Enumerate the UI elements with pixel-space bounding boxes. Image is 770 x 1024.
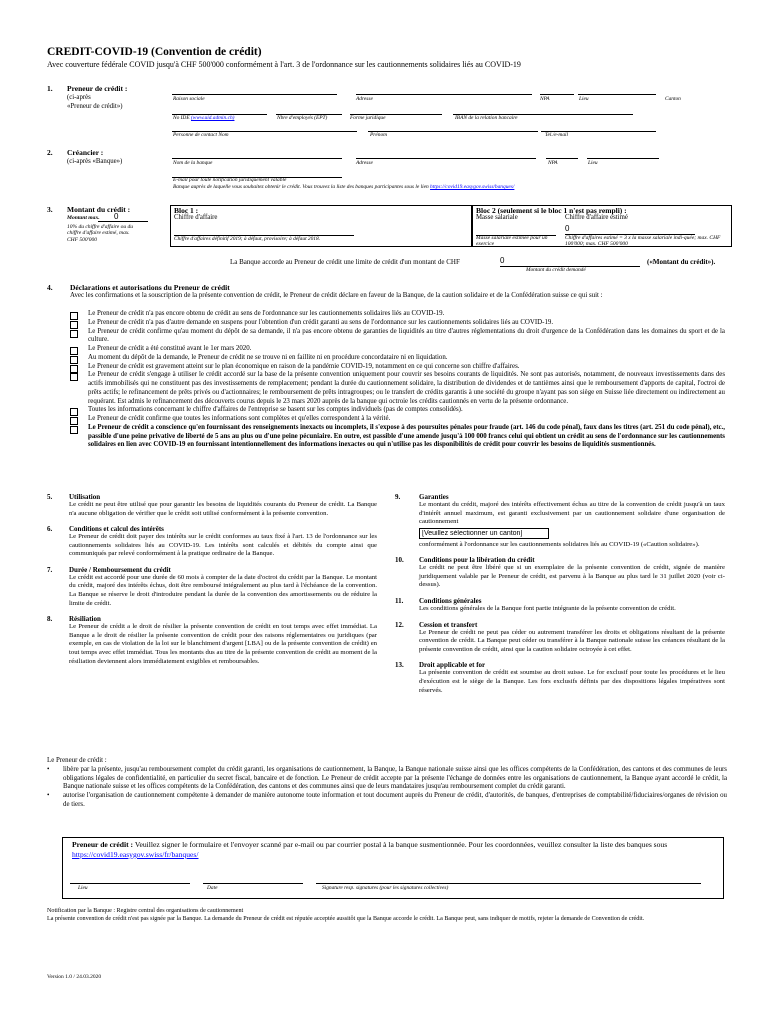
section-4-intro: Avec les confirmations et la souscription de la présente convention de crédit, le Preneur de crédit déclare en faveur de la Banque, de la caution solidaire et de la Confédération suisse ce qui suit : [70,292,603,299]
npa-label: NPA [540,96,550,102]
section-text: La présente convention de crédit est soumise au droit suisse. Le for exclusif pour toute les procédures et le lieu d'exécution est le siège de la Banque. Les fors exclusifs définis par des dispositions légales impératives sont réservés. [419,669,725,694]
section-number: 13. [395,661,404,670]
signature-date-label: Date [207,885,218,891]
final-bullet-text: autorise l'organisation de cautionnement compétente à demander de manière autonome toute information et tout document auprès du Preneur de crédit, d'autorités, de banques, d'entreprises de comptabilité/fiduciaires/organes de révision ou de tiers. [63,792,727,808]
declaration-item [70,345,725,354]
footer-line-2: La présente convention de crédit n'est pas signée par la Banque. La demande du Preneur de crédit est réputée acceptée aussitôt que la Banque accorde le crédit. La Banque peut, sans indiquer de motifs, rejeter la demande de Convention de crédit. [47,915,645,922]
bank-name-input[interactable] [172,148,342,159]
section-text: Le Preneur de crédit a le droit de résilier la présente convention de crédit en tout temps avec effet immédiat. La Banque a le droit de résilier la présente convention de crédit pour des raisons réglementaires ou juridiques (par exemple, en cas de violation de la loi sur le blanchiment d'argent [LBA] ou de la présente convention de crédit) en tout temps avec effet immédiat. Tous les montants dus au titre de la présente convention de crédit au moment de la résiliation deviennent alors immédiatement exigibles et remboursables. [69,623,377,665]
credit-limit-value[interactable]: 0 [500,256,640,267]
document-subtitle: Avec couverture fédérale COVID jusqu'à CHF 500'000 conformément à l'art. 3 de l'ordonnance sur les cautionnements solidaires liés au COVID-19 [47,60,521,69]
bank-list-link[interactable]: https://covid19.easygov.swiss/banques/ [430,184,515,190]
bank-list-note [173,184,514,190]
final-bullet [47,766,727,792]
declaration-item [70,319,725,328]
section-title: Résiliation [69,615,101,624]
iban-input[interactable] [453,104,633,115]
bloc-2-note-2: Chiffre d'affaires estimé = 3 x la masse salariale indi-quée; max. CHF 100'000; max. CHF 500'000 [565,235,721,248]
section-text: Les conditions générales de la Banque font partie intégrante de la présente convention de crédit. [419,605,676,613]
declarations-list [70,310,725,450]
section-number: 12. [395,620,404,629]
signature-lieu-input[interactable] [70,873,190,884]
declaration-item [70,310,725,319]
bank-lieu-label: Lieu [588,160,598,166]
bullet-dot: • [47,792,50,800]
declaration-checkbox[interactable] [70,330,78,338]
contact-prenom-input[interactable] [368,121,538,132]
declaration-checkbox[interactable] [70,373,78,381]
declaration-text: Le Preneur de crédit s'engage à utiliser le crédit accordé sur la base de la présente convention uniquement pour couvrir ses besoins courants de liquidités. Ne sont pas autorisés, notamment, de nouveaux investissements dans des actifs immobilisés qui ne constituent pas des investissements de remplacement; pendant la durée du cautionnement solidaire, la distribution de dividendes et de tantièmes ainsi que le remboursement d'apports de capital, l'octroi de prêts actifs; le refinancement de prêts privés ou d'actionnaires; le remboursement de prêts intragroupes; ou le transfert de crédits garantis à une société du groupe n'ayant pas son siège en Suisse liée directement ou indirectement au requérant. Est admis le refinancement des découverts courus depuis le 23 mars 2020 auprès de la banque qui octroie les crédits cautionnés en vertu de la présente ordonnance. [88,371,725,405]
section-2-title: Créancier : [67,148,104,157]
adresse-input[interactable] [356,84,532,95]
section-number: 5. [47,493,53,501]
npa-input[interactable] [540,84,574,95]
bloc-2-col-ca: Chiffre d'affaire estimé [565,214,628,221]
section-title: Cession et transfert [419,620,478,629]
section-text: Le crédit ne peut être libéré que si un exemplaire de la présente convention de crédit, signée de manière juridiquement valable par le Preneur de crédit, est parvenu à la Banque au plus tard le 31 juillet 2020 (voir ci-dessus). [419,564,725,589]
section-text: Le montant du crédit, majoré des intérêts effectivement échus au titre de la convention de crédit jusqu'à un taux d'intérêt annuel maximum, est garanti exclusivement par un cautionnement solidaire d'une organisation de cautionnement [419,501,725,526]
signature-label: Preneur de crédit : [72,840,134,849]
bloc-2-col-masse: Masse salariale [476,214,518,221]
section-text: Le Preneur de crédit ne peut pas céder ou autrement transférer les droits et obligations résultant de la présente convention de crédit. La Banque peut céder ou transférer à la Banque nationale suisse les créances résultant de la présente convention de crédit, ainsi que la caution solidaire octroyée à cet effet. [419,628,725,653]
section-4-title: Déclarations et autorisations du Preneur de crédit [70,283,230,292]
footer-notes [47,908,717,924]
declaration-text: Le Preneur de crédit confirme qu'au moment du dépôt de sa demande, il n'a pas encore obtenu de garanties de liquidités au titre d'autres réglementations du droit d'urgence de la Confédération dans les domaines du sport et de la culture. [88,327,725,344]
section-10 [395,556,725,590]
declaration-item [70,371,725,406]
bloc-2-title: Bloc 2 (seulement si le bloc 1 n'est pas rempli) : [476,206,627,215]
section-1-number: 1. [47,84,53,93]
raison-sociale-input[interactable] [172,84,337,95]
section-3-number: 3. [47,205,53,214]
right-column [395,493,725,695]
bloc-2-note-1: Masse salariale estimée pour un exercice [476,235,548,248]
left-column [47,493,377,666]
section-number: 9. [395,493,401,501]
section-5 [47,493,377,518]
signature-lieu-label: Lieu [78,885,88,891]
section-text: Le crédit est accordé pour une durée de 60 mois à compter de la date d'octroi du crédit par la Banque. Le montant du crédit, majoré des intérêts échus, doit être remboursé intégralement au plus tard à l'échéance de la convention. La Banque se réserve le droit d'introduire pendant la durée de la convention des amortissements ou de réduire la limite de crédit. [69,573,377,607]
section-number: 7. [47,565,53,574]
declaration-text: Au moment du dépôt de la demande, le Preneur de crédit ne se trouve ni en faillite ni en procédure concordataire ni en liquidation. [88,353,448,361]
adresse-label: Adresse [356,96,373,102]
signature-instructions-text: Veuillez signer le formulaire et l'envoyer scanné par e-mail ou par courrier postal à la banque susmentionnée. Pour les coordonnées, veuillez consulter la liste des banques sous [133,840,668,849]
section-6 [47,525,377,559]
bank-address-label: Adresse [356,160,373,166]
final-section [47,757,727,810]
bank-npa-label: NPA [548,160,558,166]
bloc-1-subtitle: Chiffre d'affaire [174,214,218,221]
section-1-title: Preneur de crédit : [67,84,128,93]
section-number: 11. [395,597,404,606]
document-title: CREDIT-COVID-19 (Convention de crédit) [47,46,262,58]
chiffre-affaire-input[interactable] [174,225,354,236]
section-title: Droit applicable et for [419,661,486,670]
declaration-text: Le Preneur de crédit est gravement atteint sur le plan économique en raison de la pandémie COVID-19, notamment en ce qui concerne son chiffre d'affaires. [88,362,520,370]
section-4-number: 4. [47,283,53,292]
section-13 [395,661,725,695]
ide-input[interactable] [172,104,267,115]
section-text: Le crédit ne peut être utilisé que pour garantir les besoins de liquidités courants du Preneur de crédit. La Banque n'a aucune obligation de vérifier que le crédit soit utilisé conformément à la présente convention. [69,501,377,517]
ide-label-text: No IDE [173,115,190,121]
declaration-item [70,363,725,372]
signature-instructions [72,840,712,860]
section-number: 6. [47,525,53,534]
declaration-item [70,424,725,450]
declaration-text: Le Preneur de crédit n'a pas d'autre demande en suspens pour l'obtention d'un crédit garanti au sens de l'ordonnance sur les cautionnements solidaires liés au COVID-19. [88,318,554,326]
section-9 [395,493,725,549]
bloc-1-title: Bloc 1 : [174,206,199,215]
canton-label: Canton [665,96,681,102]
employes-label: Nbre d'employés (EPT) [277,115,328,121]
raison-sociale-label: Raison sociale [173,96,205,102]
lieu-label: Lieu [579,96,589,102]
declaration-item [70,354,725,363]
bank-list-note-text: Banque auprès de laquelle vous souhaitez obtenir le crédit. Vous trouvez la liste des banques participantes sous le lien [173,184,431,190]
section-3-title: Montant du crédit : [67,205,131,214]
credit-limit-after: («Montant du crédit»). [647,258,716,266]
credit-limit-text: La Banque accorde au Preneur de crédit une limite de crédit d'un montant de CHF [230,258,460,266]
forme-juridique-label: Forme juridique [350,115,386,121]
section-2-number: 2. [47,148,53,157]
declaration-text: Le Preneur de crédit confirme que toutes les informations sont complètes et qu'elles correspondent à la vérité. [88,415,391,423]
bank-name-label: Nom de la banque [173,160,213,166]
bank-lieu-input[interactable] [587,148,659,159]
signature-date-input[interactable] [203,873,303,884]
ca-estime-value[interactable]: 0 [565,224,695,235]
section-title: Durée / Remboursement du crédit [69,565,171,574]
signature-label-text: Signature resp. signatures (pour les signatures collectives) [322,885,449,891]
final-bullet [47,792,727,810]
montant-max-label: Montant max. [67,215,100,221]
signature-input[interactable] [316,873,701,884]
final-intro: Le Preneur de crédit : [47,757,107,764]
declaration-item [70,328,725,346]
section-12 [395,621,725,655]
declaration-item [70,406,725,415]
bank-address-input[interactable] [356,148,536,159]
montant-max-note: 10% du chiffre d'affaire ou du chiffre d'affaire estimé, max. CHF 500'000 [67,224,133,243]
section-text: Le Preneur de crédit doit payer des intérêts sur le crédit conformes au taux fixé à l'art. 13 de l'ordonnance sur les cautionnements solidaires liés au COVID-19. Les intérêts sont calculés et débités du compte ainsi que communiqués par relevé conformément à la pratique ordinaire de la Banque. [69,533,377,558]
contact-prenom-label: Prénom [370,132,388,138]
declaration-text: Le Preneur de crédit a été constitué avant le 1er mars 2020. [88,345,252,353]
iban-label: IBAN de la relation bancaire [455,115,518,121]
declaration-item [70,415,725,424]
section-text-2: conformément à l'ordonnance sur les cautionnements solidaires liés au COVID-19 («Caution solidaire»). [419,540,700,548]
section-8 [47,615,377,666]
contact-nom-label: Personne de contact Nom [173,132,229,138]
montant-max-value[interactable]: 0 [98,212,148,222]
section-title: Utilisation [69,493,101,501]
section-title: Conditions pour la libération du crédit [419,556,535,565]
section-11 [395,597,725,614]
canton-select[interactable] [419,528,549,539]
contact-tel-label: Tel./e-mail [545,132,569,138]
bank-email-label: E-mail pour toute notification juridiquement valable [173,177,287,183]
declaration-checkbox[interactable] [70,426,78,434]
forme-juridique-input[interactable] [350,104,442,115]
version-label: Version 1.0 / 24.03.2020 [47,974,102,980]
contact-tel-input[interactable] [541,121,656,132]
section-title: Garanties [419,493,449,501]
section-number: 10. [395,556,404,565]
bullet-dot: • [47,765,50,773]
section-1-sub1: (ci-après [67,94,91,101]
canton-select-wrap [419,528,725,540]
contact-nom-input[interactable] [172,121,357,132]
lieu-input[interactable] [578,84,656,95]
bloc-1-note: Chiffre d'affaires définitif 2019; à défaut, provisoire; à défaut 2018. [174,236,321,242]
declaration-text: Toutes les informations concernant le chiffre d'affaires de l'entreprise se basent sur les comptes individuels (pas de comptes consolidés). [88,406,463,414]
section-title: Conditions et calcul des intérêts [69,525,164,534]
section-title: Conditions générales [419,597,482,606]
final-bullet-text: libère par la présente, jusqu'au remboursement complet du crédit garanti, les organisations de cautionnement, la Banque, la Banque nationale suisse ainsi que les offices compétents de la Confédération, des cantons et des communes de leurs obligations légales de confidentialité, en particulier du secret fiscal, bancaire et de fonction. Le Preneur de crédit accepte par la présente l'échange de données entre les organisations de cautionnement, la Banque ayant accordé le crédit, la Banque nationale suisse et les offices compétents de la Confédération, des cantons et des communes ainsi que de leurs mandataires jusqu'au remboursement complet du crédit garanti. [63,765,727,791]
declaration-text: Le Preneur de crédit n'a pas encore obtenu de crédit au sens de l'ordonnance sur les cautionnements solidaires liés au COVID-19. [88,310,445,317]
uid-admin-link[interactable]: (www.uid.admin.ch) [190,115,235,121]
section-2-sub: (ci-après «Banque») [67,158,123,165]
footer-line-1: Notification par la Banque : Registre central des organisations de cautionnement [47,908,244,914]
section-1-sub2: «Preneur de crédit») [67,103,123,110]
declaration-text: Le Preneur de crédit a conscience qu'en fournissant des renseignements inexacts ou incomplets, il s'expose à des poursuites pénales pour fraude (art. 146 du code pénal), faux dans les titres (art. 251 du code pénal), etc., passible d'une peine privative de liberté de 5 ans au plus ou d'une peine pécuniaire. En outre, est passible d'une amende jusqu'à 100 000 francs celui qui obtient un crédit au sens de l'ordonnance sur les cautionnements solidaires en lien avec COVID-19 en fournissant intentionnellement des informations inexactes ou qui n'utilise pas les disponibilités de crédit pour couvrir les besoins de liquidités susmentionnés. [88,423,725,449]
section-number: 8. [47,615,53,624]
employes-input[interactable] [276,104,342,115]
section-7 [47,566,377,608]
banks-link[interactable]: https://covid19.easygov.swiss/fr/banques/ [72,849,199,859]
bank-npa-input[interactable] [546,148,578,159]
credit-limit-caption: Montant du crédit demandé [526,267,586,273]
